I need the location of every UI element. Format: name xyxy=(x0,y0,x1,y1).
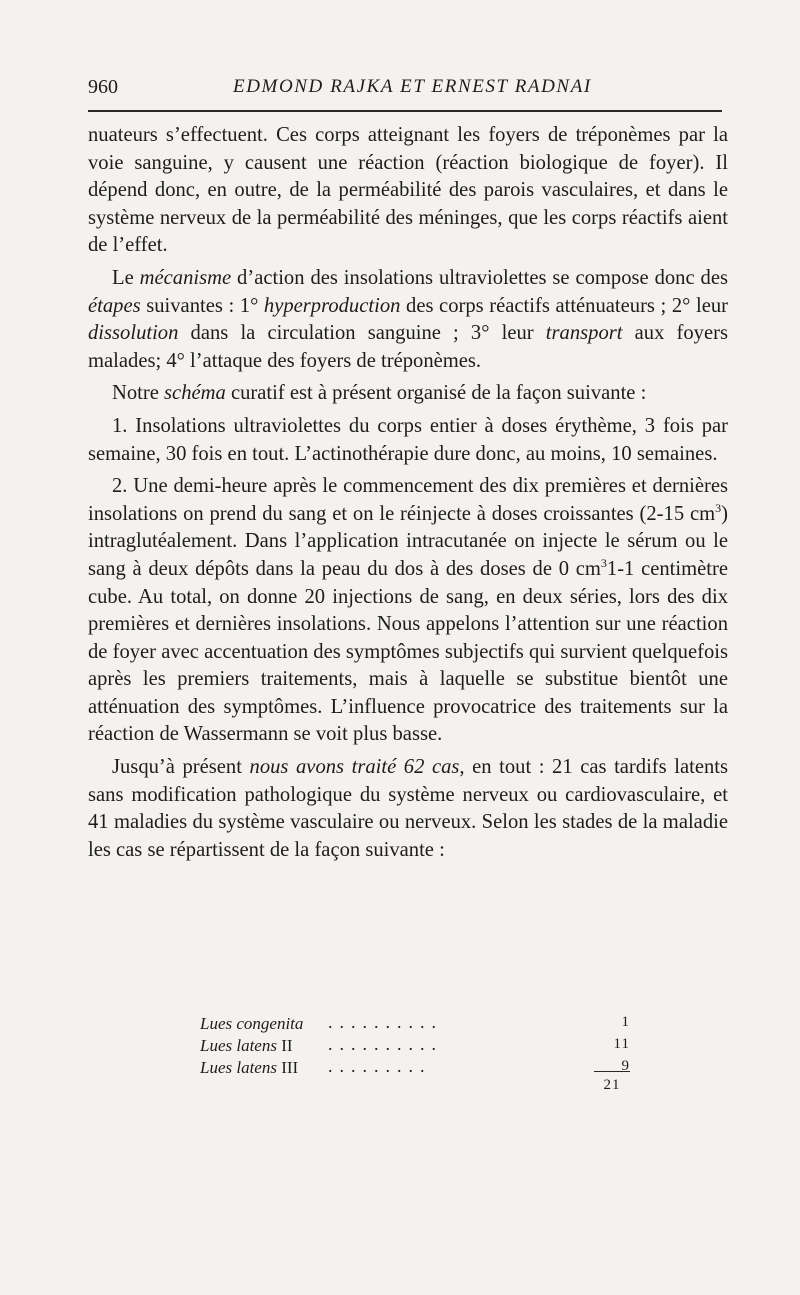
running-title: EDMOND RAJKA ET ERNEST RADNAI xyxy=(233,76,592,97)
header-rule xyxy=(88,110,722,112)
paragraph-3: Notre schéma curatif est à présent organisé de la façon suivante : xyxy=(112,382,647,405)
tally-label: Lues congenita xyxy=(200,1014,304,1033)
tally-total: 21 xyxy=(603,1077,621,1093)
page-number: 960 xyxy=(88,76,118,98)
tally-row xyxy=(200,1014,630,1036)
body-text xyxy=(88,122,728,864)
paragraph-1: nuateurs s’effectuent. Ces corps atteignant les foyers de tréponèmes par la voie sanguine, y causent une réaction (réaction biologique de foyer). Il dépend donc, en outre, de la perméabilité des parois vasculaires, et dans le système nerveux de la perméabilité des méninges, que les corps réactifs aient de l’effet. xyxy=(88,124,728,257)
paragraph-2: Le mécanisme d’action des insolations ultraviolettes se compose donc des étapes suivantes : 1° hyperproduction des corps réactifs atténuateurs ; 2° leur dissolution dans la circulation sanguine ; 3° leur transport aux foyers malades; 4° l’attaque des foyers de tréponèmes. xyxy=(88,266,728,372)
tally-count: 11 xyxy=(613,1036,630,1052)
tally-count: 9 xyxy=(621,1058,630,1074)
paragraph-5: 2. Une demi-heure après le commencement des dix premières et dernières insolations on prend du sang et on le réinjecte à doses croissantes (2-15 $cm^3$) intraglutéalement. Dans l’application intracutanée on injecte le sérum ou le sang à deux dépôts dans la peau du dos à des doses de 0 $cm^31-1$ centimètre cube. Au total, on donne 20 injections de sang, en deux séries, lors des dix premières et dernières insolations. Nous appelons l’attention sur une réaction de foyer avec accentuation des symptômes subjectifs qui survient quelquefois après les premiers traitements, mais à laquelle se substitue bientôt une atténuation des symptômes. L’influence provocatrice des traitements sur la réaction de Wassermann se voit plus basse. xyxy=(88,475,728,746)
tally-row xyxy=(200,1036,630,1058)
leader-dots: .......... xyxy=(328,1034,443,1054)
sum-rule xyxy=(594,1071,630,1072)
paragraph-6: Jusqu’à présent nous avons traité 62 cas, en tout : 21 cas tardifs latents sans modification pathologique du système nerveux ou cardiovasculaire, et 41 maladies du système vasculaire ou nerveux. Selon les stades de la maladie les cas se répartissent de la façon suivante : xyxy=(88,756,728,861)
leader-dots: ......... xyxy=(328,1056,432,1076)
tally-label: Lues latens II xyxy=(200,1036,293,1055)
tally-count: 1 xyxy=(621,1014,630,1030)
case-tally-table xyxy=(200,1014,630,1080)
running-head xyxy=(88,76,728,104)
paragraph-4: 1. Insolations ultraviolettes du corps entier à doses érythème, 3 fois par semaine, 30 fois en tout. L’actinothérapie dure donc, au moins, 10 semaines. xyxy=(88,414,728,465)
tally-row xyxy=(200,1058,630,1080)
leader-dots: .......... xyxy=(328,1012,443,1032)
tally-label: Lues latens III xyxy=(200,1058,299,1077)
